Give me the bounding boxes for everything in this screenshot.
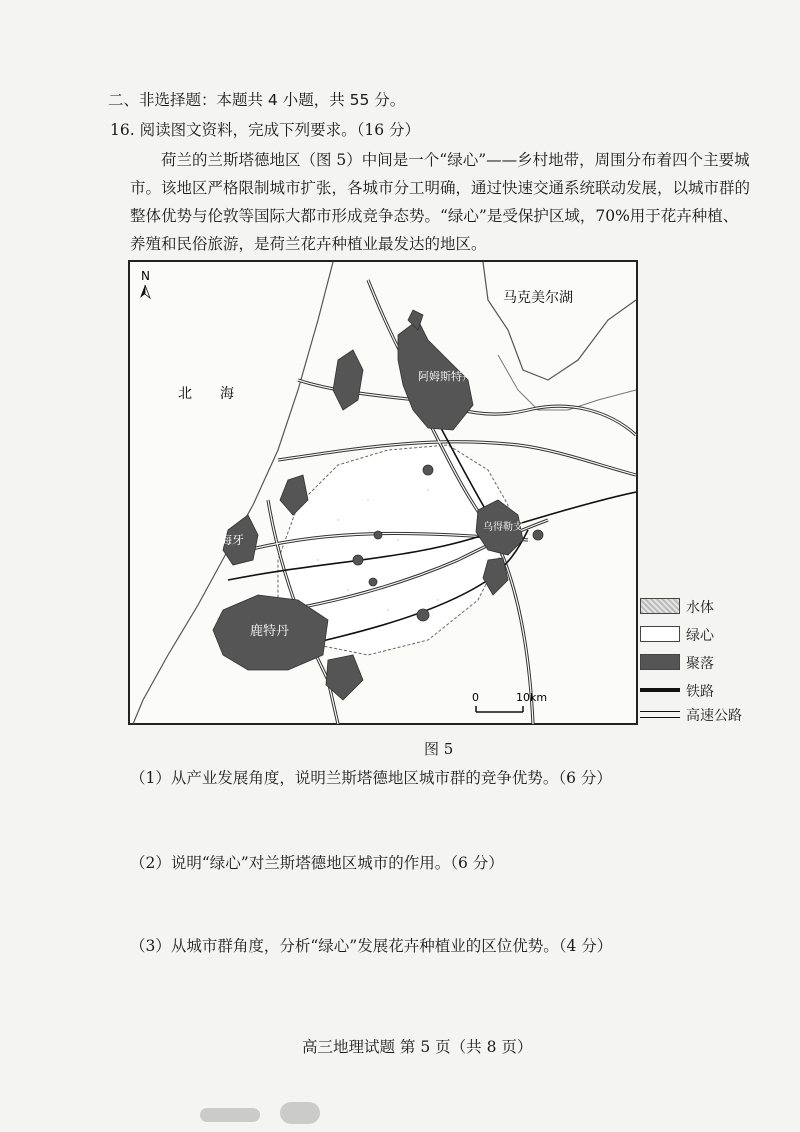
question-passage: 荷兰的兰斯塔德地区（图 5）中间是一个“绿心”——乡村地带，周围分布着四个主要城市。该地区严格限制城市扩张，各城市分工明确，通过快速交通系统联动发展，以城市群的整体优势与伦敦等国际大都市形成竞争态势。“绿心”是受保护区域，70%用于花卉种植、养殖和民俗旅游，是荷兰花卉种植业最发达的地区。 (130, 151, 751, 253)
label-hague: 海牙 (220, 533, 245, 547)
label-lake: 马克美尔湖 (503, 290, 573, 306)
legend-label-water: 水体 (686, 600, 714, 616)
scan-smudge (280, 1102, 320, 1124)
legend-swatch-highway (640, 711, 680, 718)
legend-swatch-railway (640, 688, 680, 692)
legend-label-highway: 高速公路 (686, 708, 742, 724)
legend-label-green-heart: 绿心 (686, 628, 714, 644)
section-heading: 二、非选择题：本题共 4 小题，共 55 分。 (108, 91, 406, 109)
scan-smudge (200, 1108, 260, 1122)
sub-question-1: （1）从产业发展角度，说明兰斯塔德地区城市群的竞争优势。（6 分） (130, 769, 612, 787)
label-utrecht: 乌得勒支 (483, 522, 523, 533)
label-amsterdam: 阿姆斯特丹 (418, 370, 473, 383)
sub-question-2: （2）说明“绿心”对兰斯塔德地区城市的作用。（6 分） (130, 854, 504, 872)
legend-swatch-water (640, 598, 680, 614)
sub-question-3: （3）从城市群角度，分析“绿心”发展花卉种植业的区位优势。（4 分） (130, 937, 613, 955)
legend-label-railway: 铁路 (686, 684, 714, 700)
legend-swatch-green-heart (640, 626, 680, 642)
page-footer: 高三地理试题 第 5 页（共 8 页） (302, 1038, 533, 1056)
north-label: N (141, 269, 150, 283)
legend-label-settlement: 聚落 (686, 656, 714, 672)
figure-caption: 图 5 (424, 740, 454, 758)
scale-zero: 0 (472, 691, 479, 704)
ranstad-map (128, 260, 638, 725)
label-sea-2: 海 (220, 386, 234, 402)
legend-swatch-settlement (640, 654, 680, 670)
question-16-title: 16. 阅读图文资料，完成下列要求。（16 分） (110, 121, 420, 139)
label-rotterdam: 鹿特丹 (250, 624, 290, 639)
scale-distance: 10km (516, 691, 548, 704)
label-sea-1: 北 (178, 386, 192, 402)
